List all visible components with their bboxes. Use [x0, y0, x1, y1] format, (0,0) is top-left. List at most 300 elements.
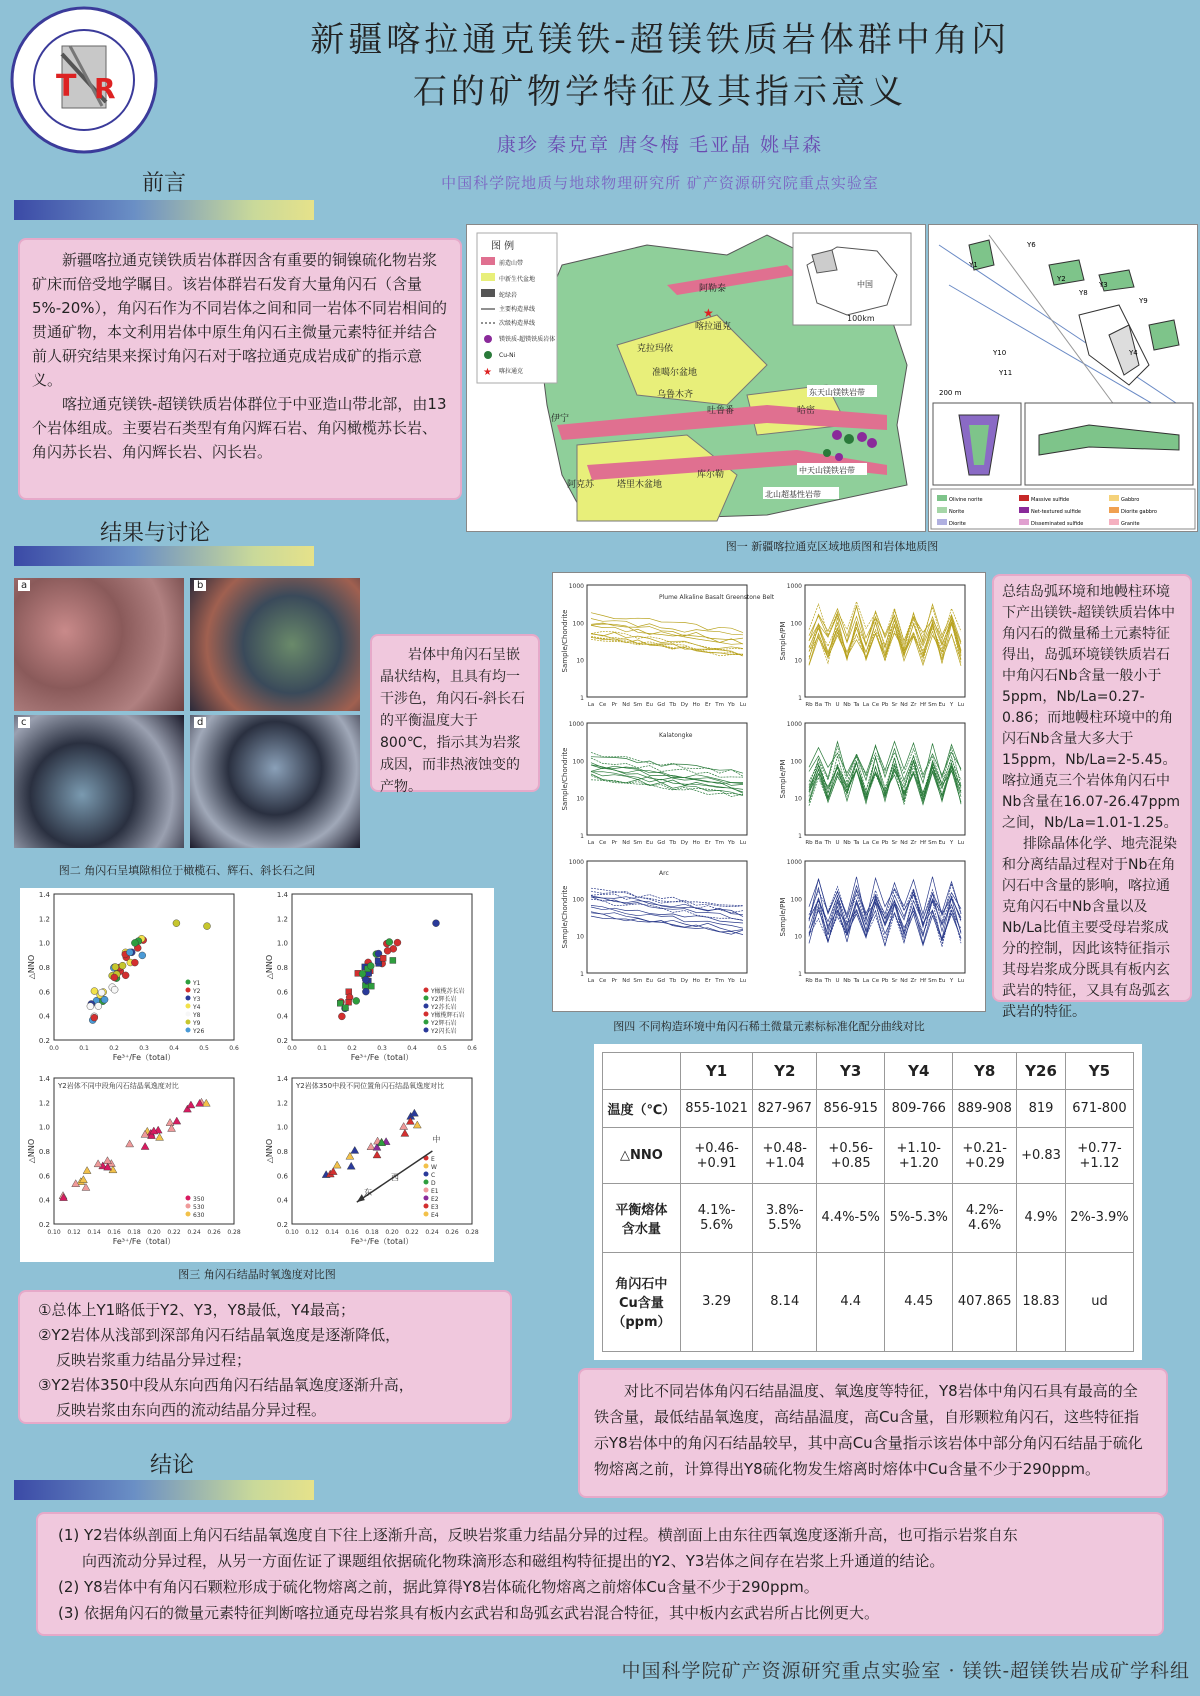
data-point [112, 963, 119, 970]
data-point [87, 1003, 94, 1010]
element-tick-label: Y [949, 702, 954, 708]
element-tick-label: Er [705, 978, 711, 984]
legend-marker [186, 988, 191, 993]
legend-label: Y2闪长岩 [431, 1028, 457, 1035]
table-header-cell: Y5 [1065, 1053, 1133, 1090]
section-conclusion-heading: 结论 [150, 1453, 195, 1478]
data-point [173, 920, 180, 927]
legend-marker [186, 1004, 191, 1009]
legend-label: Y2 [193, 988, 201, 995]
legend-label: D [431, 1180, 436, 1187]
x-tick-label: 0.2 [347, 1045, 357, 1052]
element-tick-label: Rb [805, 702, 813, 708]
table-row [603, 1128, 1134, 1184]
table-row-label: 角闪石中 Cu含量 （ppm） [603, 1252, 681, 1351]
element-tick-label: Ba [814, 978, 823, 984]
legend-label: E2 [431, 1196, 439, 1203]
y-axis-label: △NNO [265, 1138, 274, 1164]
fig3-panel-b [265, 891, 477, 1062]
y-tick-label: 1000 [786, 583, 802, 590]
table-cell: 4.1%- 5.6% [680, 1184, 752, 1253]
panel-label: Arc [659, 870, 669, 877]
y-tick-label: 10 [576, 795, 584, 803]
element-tick-label: Zr [910, 702, 917, 708]
inset-label: Y6 [1027, 241, 1036, 249]
map-legend-title: 图 例 [491, 241, 515, 252]
inset-label: Y8 [1079, 289, 1088, 297]
element-tick-label: La [587, 702, 595, 708]
figure-2-caption: 图二 角闪石呈填隙相位于橄榄石、辉石、斜长石之间 [58, 864, 316, 877]
affiliation: 中国科学院地质与地球物理研究所 矿产资源研究院重点实验室 [441, 174, 879, 192]
legend-label: Y8 [193, 1012, 201, 1019]
spider-panel [561, 721, 747, 846]
intro-paragraph-1: 新疆喀拉通克镁铁质岩体群因含有重要的铜镍硫化物岩浆矿床而倍受地学瞩目。该岩体群岩石发育大量角闪石（含量5%-20%），角闪石作为不同岩体之间和同一岩体不同岩相间的贯通矿物，本文利用岩体中原生角闪石主微量元素特征并结合前人研究结果来探讨角闪石对于喀拉通克成岩成矿的指示意义。 [32, 251, 448, 389]
element-tick-label: Sr [891, 978, 898, 984]
table-row-label: 平衡熔体 含水量 [603, 1184, 681, 1253]
y-tick-label: 1.0 [276, 1123, 288, 1132]
intro-paragraph-2: 喀拉通克镁铁-超镁铁质岩体群位于中亚造山带北部，由13个岩体组成。主要岩石类型有角闪辉石岩、角闪橄榄苏长岩、角闪苏长岩、角闪辉长岩、闪长岩。 [32, 395, 447, 461]
figure-3-oxygen-fugacity [20, 888, 494, 1262]
element-tick-label: Lu [739, 840, 747, 846]
element-tick-label: Eu [938, 840, 946, 846]
map-legend-item: 喀拉通克 [499, 368, 524, 375]
conclusion-1: (1) Y2岩体纵剖面上角闪石结晶氧逸度自下往上逐渐升高，反映岩浆重力结晶分异的过程。横剖面上由东往西氧逸度逐渐升高，也可指示岩浆自东 [58, 1526, 1018, 1544]
table-header-cell: Y1 [680, 1053, 752, 1090]
map-legend-item: 主要构造界线 [499, 306, 536, 313]
inset-legend-item: Gabbro [1121, 497, 1140, 503]
spider-panel [561, 859, 747, 984]
legend-marker [424, 1204, 429, 1209]
x-tick-label: 0.3 [377, 1045, 387, 1052]
y-tick-label: 0.4 [38, 1012, 50, 1021]
inset-label: Y2 [1057, 275, 1066, 283]
legend-marker [424, 1180, 429, 1185]
inset-label: Y11 [999, 369, 1013, 377]
element-tick-label: Zr [910, 840, 917, 846]
y-tick-label: 1.2 [276, 1099, 288, 1108]
spider-panel [779, 721, 965, 846]
element-tick-label: Lu [957, 978, 965, 984]
element-tick-label: Rb [805, 978, 813, 984]
table-cell: +0.46- +0.91 [680, 1128, 752, 1184]
element-tick-label: Ce [599, 840, 607, 846]
panel-title: Y2岩体不同中段角闪石结晶氧逸度对比 [58, 1082, 179, 1090]
figure-3-caption: 图三 角闪石结晶时氧逸度对比图 [178, 1268, 336, 1281]
y-tick-label: 0.4 [276, 1196, 288, 1205]
element-tick-label: Ho [692, 702, 700, 708]
x-tick-label: 0.1 [317, 1045, 327, 1052]
element-tick-label: Lu [957, 840, 965, 846]
element-tick-label: Eu [938, 978, 946, 984]
results-table [602, 1052, 1134, 1352]
table-row-label: △NNO [603, 1128, 681, 1184]
fig3-plots [20, 888, 494, 1262]
legend-marker [186, 1204, 191, 1209]
element-tick-label: Pr [611, 702, 618, 708]
place-label: 塔里木盆地 [617, 480, 663, 490]
legend-marker [424, 1164, 429, 1169]
table-header-cell: Y3 [817, 1053, 885, 1090]
element-tick-label: Ta [853, 702, 860, 708]
element-tick-label: Er [705, 702, 711, 708]
legend-label: E1 [431, 1188, 439, 1195]
x-tick-label: 0.20 [147, 1229, 161, 1236]
y-tick-label: 1.4 [38, 1075, 50, 1083]
element-tick-label: Pr [611, 978, 618, 984]
element-tick-label: Ce [871, 702, 880, 708]
conclusion-2: (2) Y8岩体中有角闪石颗粒形成于硫化物熔离之前，据此算得Y8岩体硫化物熔离之前熔体Cu含量不少于290ppm。 [58, 1578, 819, 1596]
x-tick-label: 0.0 [287, 1045, 297, 1052]
figure-1-intrusion-map [928, 224, 1198, 532]
y-tick-label: 100 [790, 896, 802, 904]
data-point [119, 962, 126, 969]
y-tick-label: 0.8 [38, 1148, 50, 1156]
element-tick-label: U [835, 702, 840, 708]
intrusion-geology-map [929, 225, 1197, 531]
table-cell: 809-766 [885, 1089, 953, 1127]
y-axis-label: △NNO [27, 954, 36, 980]
legend-marker [424, 1212, 429, 1217]
section-conclusion-bar [14, 1480, 314, 1500]
y-tick-label: 100 [572, 758, 584, 766]
y-tick-label: 1.0 [276, 939, 288, 948]
element-tick-label: Ce [871, 840, 880, 846]
data-point [91, 988, 98, 995]
table-header-cell: Y8 [953, 1053, 1017, 1090]
figure-4-caption: 图四 不同构造环境中角闪石稀土微量元素标标准化配分曲线对比 [613, 1020, 925, 1033]
y-tick-label: 0.2 [38, 1037, 50, 1045]
y-axis-label: △NNO [27, 1138, 36, 1164]
y-axis-label: Sample/PM [779, 621, 787, 661]
y-tick-label: 1.0 [38, 1123, 50, 1132]
legend-label: E [431, 1156, 435, 1163]
fig4-paragraph-2: 排除晶体化学、地壳混染和分离结晶过程对于Nb在角闪石中含量的影响，喀拉通克角闪石中Nb含量以及Nb/La比值主要受母岩浆成分的控制，因此该特征指示其母岩浆成分既具有板内玄武岩的特征，又具有岛弧玄武岩的特征。 [1002, 836, 1177, 1020]
element-tick-label: Er [705, 840, 711, 846]
y-tick-label: 10 [794, 657, 802, 665]
spider-panel [779, 583, 965, 708]
data-point [367, 962, 374, 969]
data-point [353, 997, 360, 1004]
element-tick-label: Tb [669, 840, 677, 846]
data-point [95, 1003, 102, 1010]
legend-label: Y9 [193, 1020, 201, 1027]
element-tick-label: Hf [919, 702, 927, 708]
legend-marker [424, 1028, 429, 1033]
title-line-1: 新疆喀拉通克镁铁-超镁铁质岩体群中角闪 [310, 20, 1010, 60]
element-tick-label: Nb [843, 978, 851, 984]
element-tick-label: Sm [633, 840, 643, 846]
legend-marker [186, 980, 191, 985]
element-tick-label: Nd [622, 702, 630, 708]
inset-china-label: 中国 [857, 280, 873, 289]
table-header-cell: Y4 [885, 1053, 953, 1090]
title-line-2: 石的矿物学特征及其指示意义 [413, 72, 907, 112]
y-axis-label: Sample/Chondrite [561, 885, 569, 949]
figure-4-text-box [992, 574, 1192, 1020]
element-tick-label: La [862, 978, 870, 984]
legend-marker [424, 1012, 429, 1017]
y-axis-label: Sample/Chondrite [561, 747, 569, 811]
legend-label: Y2辉石岩 [431, 1020, 457, 1027]
x-tick-label: 0.18 [365, 1229, 379, 1236]
legend-marker [186, 1012, 191, 1017]
map-scale: 100km [847, 314, 875, 323]
fig3-panel-a [27, 891, 239, 1062]
y-tick-label: 1.4 [276, 891, 288, 899]
table-cell: +0.77- +1.12 [1065, 1128, 1133, 1184]
x-tick-label: 0.22 [167, 1229, 181, 1236]
logo-emblem [10, 6, 158, 154]
element-tick-label: Eu [645, 978, 653, 984]
table-cell: 18.83 [1017, 1252, 1066, 1351]
section-results-bar [14, 546, 314, 566]
authors: 康珍 秦克章 唐冬梅 毛亚晶 姚卓森 [496, 134, 824, 156]
y-tick-label: 0.8 [276, 1148, 288, 1156]
table-cell: 4.4%-5% [817, 1184, 885, 1253]
place-label: 北山超基性岩带 [765, 490, 821, 499]
table-cell: 4.45 [885, 1252, 953, 1351]
x-axis-label: Fe³⁺/Fe（total） [112, 1237, 176, 1246]
element-tick-label: Lu [739, 702, 747, 708]
legend-label: Y4 [193, 1004, 201, 1011]
x-tick-label: 0.2 [109, 1045, 119, 1052]
table-cell: +0.56- +0.85 [817, 1128, 885, 1184]
inset-label: Y4 [1129, 349, 1138, 357]
inset-label: Y3 [1099, 281, 1108, 289]
x-axis-label: Fe³⁺/Fe（total） [350, 1237, 414, 1246]
legend-marker [186, 1196, 191, 1201]
y-tick-label: 0.6 [38, 988, 50, 997]
element-tick-label: Yb [727, 840, 735, 846]
poster-title [200, 14, 1120, 118]
legend-label: E3 [431, 1204, 439, 1211]
inset-legend-item: Diorite [949, 521, 966, 527]
legend-marker [186, 1212, 191, 1217]
legend-marker [424, 1196, 429, 1201]
element-tick-label: Zr [910, 978, 917, 984]
table-cell: 855-1021 [680, 1089, 752, 1127]
table-cell: +0.48- +1.04 [753, 1128, 817, 1184]
y-tick-label: 1000 [786, 859, 802, 866]
element-tick-label: La [862, 840, 870, 846]
inset-label: Y9 [1139, 297, 1148, 305]
y-tick-label: 0.8 [276, 964, 288, 972]
data-point [126, 949, 133, 956]
inset-legend-item: Olivine norite [949, 497, 983, 503]
element-tick-label: Ta [853, 840, 860, 846]
conclusion-3: (3) 依据角闪石的微量元素特征判断喀拉通克母岩浆具有板内玄武岩和岛弧玄武岩混合特征，其中板内玄武岩所占比例更大。 [58, 1604, 880, 1622]
table-cell: 889-908 [953, 1089, 1017, 1127]
element-tick-label: Eu [645, 702, 653, 708]
table-cell: +0.21- +0.29 [953, 1128, 1017, 1184]
element-tick-label: Nd [900, 840, 908, 846]
x-tick-label: 0.6 [229, 1045, 239, 1052]
element-tick-label: La [587, 978, 595, 984]
photo-panel-a: a [14, 578, 184, 711]
section-intro-bar [14, 200, 314, 220]
photo-panel-d: d [190, 715, 360, 848]
map-legend-item: 镁铁质-超镁铁质岩体 [499, 336, 556, 343]
arrow-label: 东 [364, 1187, 372, 1197]
y-tick-label: 1 [798, 833, 802, 840]
x-tick-label: 0.28 [465, 1229, 479, 1236]
element-tick-label: Nd [900, 702, 908, 708]
results-table-container [594, 1044, 1142, 1360]
inset-legend-item: Disseminated sulfide [1031, 521, 1084, 527]
legend-marker [186, 996, 191, 1001]
element-tick-label: Sm [633, 978, 643, 984]
map-legend-item: 次级构造界线 [499, 320, 536, 327]
element-tick-label: Ta [853, 978, 860, 984]
element-tick-label: Sm [928, 702, 937, 708]
x-tick-label: 0.10 [285, 1229, 299, 1236]
element-tick-label: Ba [814, 840, 823, 846]
y-tick-label: 1000 [568, 721, 584, 728]
element-tick-label: Lu [739, 978, 747, 984]
x-tick-label: 0.5 [199, 1045, 209, 1052]
y-tick-label: 100 [572, 896, 584, 904]
x-tick-label: 0.0 [49, 1045, 59, 1052]
element-tick-label: Tm [715, 840, 724, 846]
svg-text:T: T [56, 69, 77, 104]
x-tick-label: 0.24 [425, 1229, 439, 1236]
spider-panel [561, 583, 775, 708]
x-tick-label: 0.10 [47, 1229, 61, 1236]
x-tick-label: 0.16 [107, 1229, 121, 1236]
section-results-heading: 结果与讨论 [100, 521, 211, 546]
x-tick-label: 0.4 [407, 1045, 417, 1052]
data-point [342, 1005, 348, 1011]
element-tick-label: Y [949, 840, 954, 846]
element-tick-label: Ho [692, 978, 700, 984]
figure-2-text-box: 岩体中角闪石呈嵌晶状结构，且具有均一干涉色，角闪石-斜长石的平衡温度大于800℃，指示其为岩浆成因，而非热液蚀变的产物。 [370, 634, 540, 792]
arrow-label: 中 [432, 1135, 441, 1145]
footer: 中国科学院矿产资源研究重点实验室 · 镁铁-超镁铁岩成矿学科组 [621, 1660, 1190, 1682]
element-tick-label: Sm [928, 978, 937, 984]
map-legend-item: 蛇绿岩 [499, 292, 518, 299]
element-tick-label: Sm [633, 702, 643, 708]
element-tick-label: Hf [919, 840, 927, 846]
regional-geology-map [467, 225, 925, 531]
place-label: 伊宁 [551, 414, 570, 424]
table-cell: 8.14 [753, 1252, 817, 1351]
table-cell: 3.29 [680, 1252, 752, 1351]
x-tick-label: 0.22 [405, 1229, 419, 1236]
element-tick-label: Nd [622, 978, 630, 984]
element-tick-label: Th [824, 840, 832, 846]
conclusion-1b: 向西流动分异过程，从另一方面佐证了课题组依据硫化物珠滴形态和磁组构特征提出的Y2、Y3岩体之间存在岩浆上升通道的结论。 [82, 1552, 945, 1570]
element-tick-label: Dy [680, 978, 689, 984]
data-point [394, 939, 401, 946]
y-tick-label: 1000 [568, 583, 584, 590]
table-header-row [603, 1053, 1134, 1090]
y-tick-label: 100 [790, 758, 802, 766]
table-cell: 856-915 [817, 1089, 885, 1127]
element-tick-label: Nb [843, 702, 851, 708]
element-tick-label: Th [824, 978, 832, 984]
inset-scale: 200 m [939, 389, 962, 397]
x-tick-label: 0.26 [445, 1229, 459, 1236]
y-tick-label: 1.4 [276, 1075, 288, 1083]
element-tick-label: Eu [645, 840, 653, 846]
legend-marker [424, 1020, 429, 1025]
photo-panel-c: c [14, 715, 184, 848]
y-tick-label: 1.2 [38, 1099, 50, 1108]
element-tick-label: Nb [843, 840, 851, 846]
table-row [603, 1089, 1134, 1127]
place-label: 准噶尔盆地 [652, 368, 698, 378]
element-tick-label: Hf [919, 978, 927, 984]
data-point [433, 920, 440, 927]
conclusion-box [36, 1512, 1164, 1636]
inset-label: Y10 [993, 349, 1007, 357]
photo-panel-b: b [190, 578, 360, 711]
legend-label: 350 [193, 1196, 205, 1203]
y-tick-label: 1 [798, 695, 802, 702]
element-tick-label: Nd [900, 978, 908, 984]
element-tick-label: Gd [657, 702, 666, 708]
element-tick-label: Gd [657, 978, 666, 984]
element-tick-label: Tb [669, 702, 677, 708]
data-point [390, 957, 396, 963]
spider-panel [779, 859, 965, 984]
figure-4-ree-patterns [552, 572, 986, 1012]
element-tick-label: Ba [814, 702, 823, 708]
legend-marker [186, 1028, 191, 1033]
data-point [131, 959, 138, 966]
map-legend-item: 中新生代盆地 [499, 276, 536, 283]
y-tick-label: 0.4 [38, 1196, 50, 1205]
y-tick-label: 1 [580, 971, 584, 978]
element-tick-label: Sm [928, 840, 937, 846]
svg-text:R: R [94, 72, 116, 105]
y-tick-label: 1.4 [38, 891, 50, 899]
legend-label: Y2辉长岩 [431, 996, 457, 1003]
table-cell: 2%-3.9% [1065, 1184, 1133, 1253]
data-point [91, 1014, 98, 1021]
legend-label: Y26 [193, 1028, 205, 1035]
legend-marker [424, 996, 429, 1001]
y-tick-label: 1 [580, 695, 584, 702]
figure-1-caption: 图一 新疆喀拉通克区域地质图和岩体地质图 [725, 540, 939, 553]
y-tick-label: 1.2 [38, 915, 50, 924]
element-tick-label: Y [949, 978, 954, 984]
arrow-label: 西 [391, 1173, 399, 1183]
intro-text-box [18, 238, 462, 500]
fig3-point-3: ③Y2岩体350中段从东向西角闪石结晶氧逸度逐渐升高， [38, 1376, 414, 1394]
table-cell: 4.9% [1017, 1184, 1066, 1253]
legend-label: W [431, 1164, 437, 1171]
element-tick-label: Yb [727, 702, 735, 708]
element-tick-label: Tm [715, 978, 724, 984]
panel-label: Plume Alkaline Basalt Greenstone Belt [659, 594, 775, 601]
element-tick-label: Ce [599, 978, 607, 984]
fig4-spider-plots [553, 573, 985, 1011]
fig3-point-1: ①总体上Y1略低于Y2、Y3，Y8最低，Y4最高； [38, 1301, 355, 1319]
element-tick-label: Eu [938, 702, 946, 708]
table-row [603, 1252, 1134, 1351]
y-tick-label: 0.2 [276, 1037, 288, 1045]
figure-2-photomicrographs [14, 578, 360, 848]
inset-legend-item: Norite [949, 509, 965, 515]
x-tick-label: 0.6 [467, 1045, 477, 1052]
y-tick-label: 1 [798, 971, 802, 978]
legend-label: Y橄榄苏长岩 [431, 988, 465, 995]
data-point [204, 923, 211, 930]
element-tick-label: La [862, 702, 870, 708]
x-tick-label: 0.3 [139, 1045, 149, 1052]
element-tick-label: Dy [680, 840, 689, 846]
